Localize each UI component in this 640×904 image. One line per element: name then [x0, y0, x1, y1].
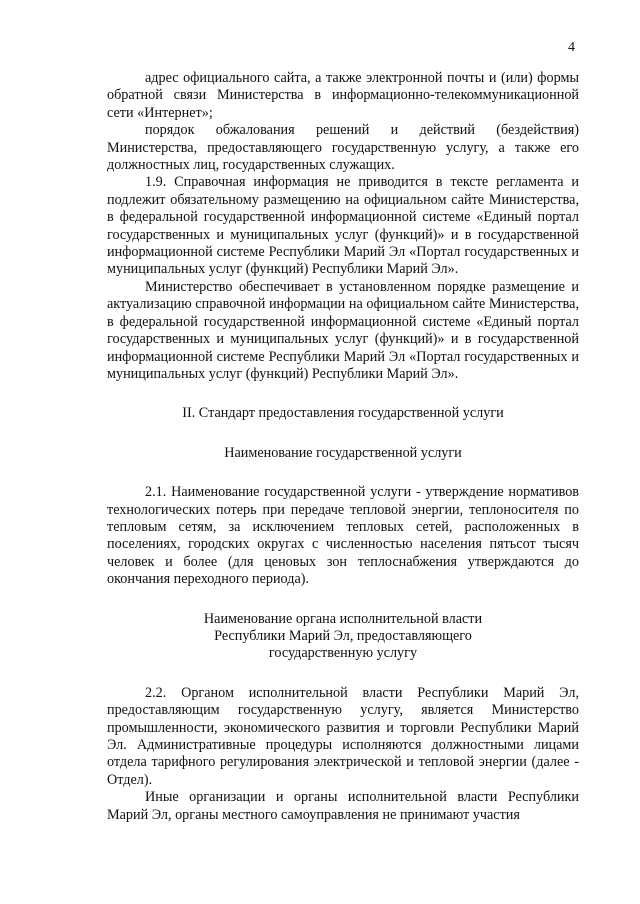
- subheading-authority-line-2: Республики Марий Эл, предоставляющего: [214, 627, 472, 644]
- paragraph-other-organizations: Иные организации и органы исполнительной власти Республики Марий Эл, органы местного самоуправления не принимают участия: [107, 789, 579, 823]
- paragraph-2-1: 2.1. Наименование государственной услуги - утверждение нормативов технологических потерь при передаче тепловой энергии, теплоносителя по тепловым сетям, за исключением тепловых сетей, расположенных в поселениях, городских округах с численностью населения пятьсот тысяч человек и более (для ценовых зон теплоснабжения утверждаются до окончания переходного периода).: [107, 484, 579, 588]
- paragraph-appeal-procedure: порядок обжалования решений и действий (бездействия) Министерства, предоставляющего государственную услугу, а также его должностных лиц, государственных служащих.: [107, 122, 579, 174]
- document-body: [107, 70, 579, 824]
- paragraph-1-9: 1.9. Справочная информация не приводится в тексте регламента и подлежит обязательному размещению на официальном сайте Министерства, в федеральной государственной информационной системе «Единый портал государственных и муниципальных услуг (функций)» и в государственной информационной системе Республики Марий Эл «Портал государственных и муниципальных услуг (функций) Республики Марий Эл».: [107, 174, 579, 278]
- page-number: 4: [568, 40, 575, 55]
- subheading-authority-line-1: Наименование органа исполнительной власти: [203, 610, 483, 627]
- paragraph-2-2: 2.2. Органом исполнительной власти Республики Марий Эл, предоставляющим государственную услугу, является Министерство промышленности, экономического развития и торговли Республики Марий Эл. Административные процедуры исполняются должностными лицами отдела тарифного регулирования электрической и тепловой энергии (далее - Отдел).: [107, 684, 579, 788]
- subheading-service-name: Наименование государственной услуги: [224, 444, 462, 461]
- section-heading: II. Стандарт предоставления государственной услуги: [182, 405, 504, 422]
- subheading-authority-line-3: государственную услугу: [268, 645, 418, 662]
- paragraph-contacts: адрес официального сайта, а также электронной почты и (или) формы обратной связи Министерства в информационно-телекоммуникационной сети «Интернет»;: [107, 70, 579, 121]
- paragraph-ministry-placement: Министерство обеспечивает в установленном порядке размещение и актуализацию справочной информации на официальном сайте Министерства, в федеральной государственной информационной системе «Единый портал государственных и муниципальных услуг (функций)» и в государственной информационной системе Республики Марий Эл «Портал государственных и муниципальных услуг (функций) Республики Марий Эл».: [107, 278, 579, 382]
